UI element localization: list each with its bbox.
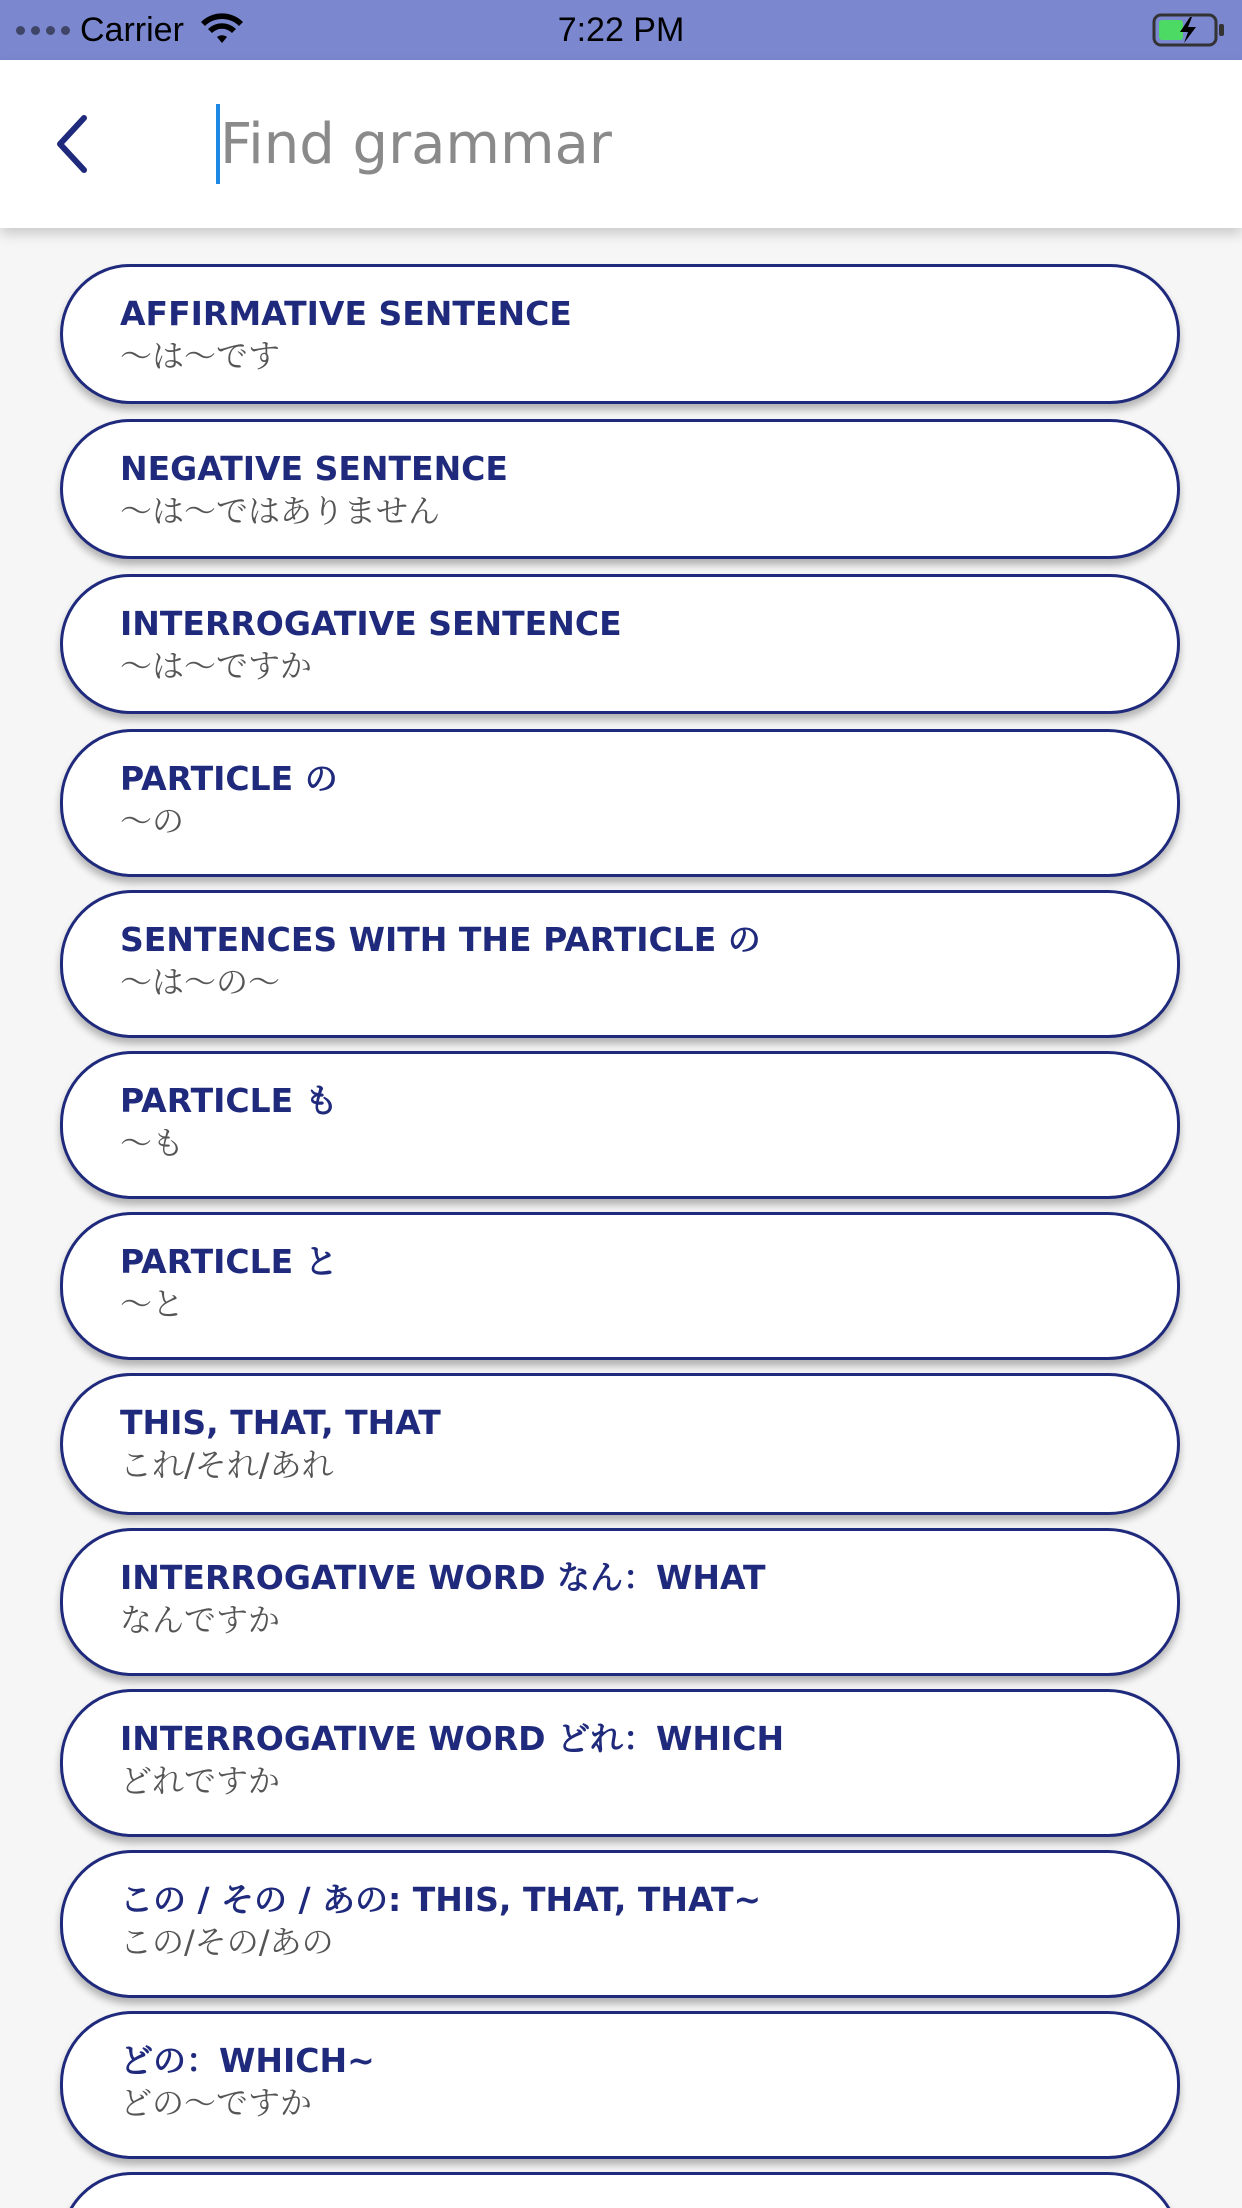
grammar-item-title: この / その / あの: THIS, THAT, THAT~ <box>120 1880 762 1919</box>
grammar-list[interactable] <box>0 228 1242 2208</box>
carrier-label: Carrier <box>80 10 184 49</box>
grammar-item-title: どの：WHICH~ <box>120 2041 375 2080</box>
grammar-item-interrogative-word-dore[interactable] <box>60 1689 1180 1837</box>
grammar-item-subtitle: ～と <box>120 1285 185 1323</box>
status-time: 7:22 PM <box>557 11 685 49</box>
grammar-item-subtitle: ～は～ですか <box>120 647 313 685</box>
grammar-item-interrogative-sentence[interactable] <box>60 574 1180 714</box>
grammar-item-particle-to[interactable] <box>60 1212 1180 1360</box>
grammar-item-partial[interactable] <box>60 2172 1180 2208</box>
battery-charging-icon <box>1152 12 1226 48</box>
grammar-item-subtitle: なんですか <box>120 1601 281 1639</box>
grammar-item-subtitle: ～は～ではありません <box>120 492 441 530</box>
grammar-item-negative-sentence[interactable] <box>60 419 1180 559</box>
grammar-item-subtitle: ～は～の～ <box>120 963 281 1001</box>
grammar-item-title: AFFIRMATIVE SENTENCE <box>120 294 572 333</box>
grammar-item-particle-no[interactable] <box>60 729 1180 877</box>
grammar-item-subtitle: どれですか <box>120 1762 281 1800</box>
grammar-item-title: THIS, THAT, THAT <box>120 1403 441 1442</box>
grammar-item-subtitle: どの～ですか <box>120 2084 313 2122</box>
grammar-item-this-that-that[interactable] <box>60 1373 1180 1515</box>
grammar-item-affirmative-sentence[interactable] <box>60 264 1180 404</box>
search-header <box>0 60 1242 228</box>
grammar-item-dono[interactable] <box>60 2011 1180 2159</box>
grammar-item-title: INTERROGATIVE WORD どれ：WHICH <box>120 1719 785 1758</box>
grammar-item-subtitle: ～の <box>120 802 185 840</box>
grammar-item-title: SENTENCES WITH THE PARTICLE の <box>120 920 761 959</box>
grammar-item-interrogative-word-nan[interactable] <box>60 1528 1180 1676</box>
grammar-item-title: INTERROGATIVE WORD なん：WHAT <box>120 1558 766 1597</box>
status-bar <box>0 0 1242 60</box>
grammar-item-title: PARTICLE と <box>120 1242 338 1281</box>
search-input[interactable] <box>216 100 1200 188</box>
grammar-item-title: PARTICLE も <box>120 1081 338 1120</box>
grammar-item-title: NEGATIVE SENTENCE <box>120 449 508 488</box>
grammar-item-title: INTERROGATIVE SENTENCE <box>120 604 622 643</box>
chevron-left-icon <box>50 112 94 176</box>
grammar-item-kono-sono-ano[interactable] <box>60 1850 1180 1998</box>
grammar-item-subtitle: ～は～です <box>120 337 281 375</box>
grammar-item-sentences-with-particle-no[interactable] <box>60 890 1180 1038</box>
grammar-item-particle-mo[interactable] <box>60 1051 1180 1199</box>
grammar-item-title: PARTICLE の <box>120 759 338 798</box>
back-button[interactable] <box>36 105 108 183</box>
grammar-item-subtitle: これ/それ/あれ <box>120 1446 334 1484</box>
grammar-item-subtitle: この/その/あの <box>120 1923 334 1961</box>
grammar-item-subtitle: ～も <box>120 1124 185 1162</box>
